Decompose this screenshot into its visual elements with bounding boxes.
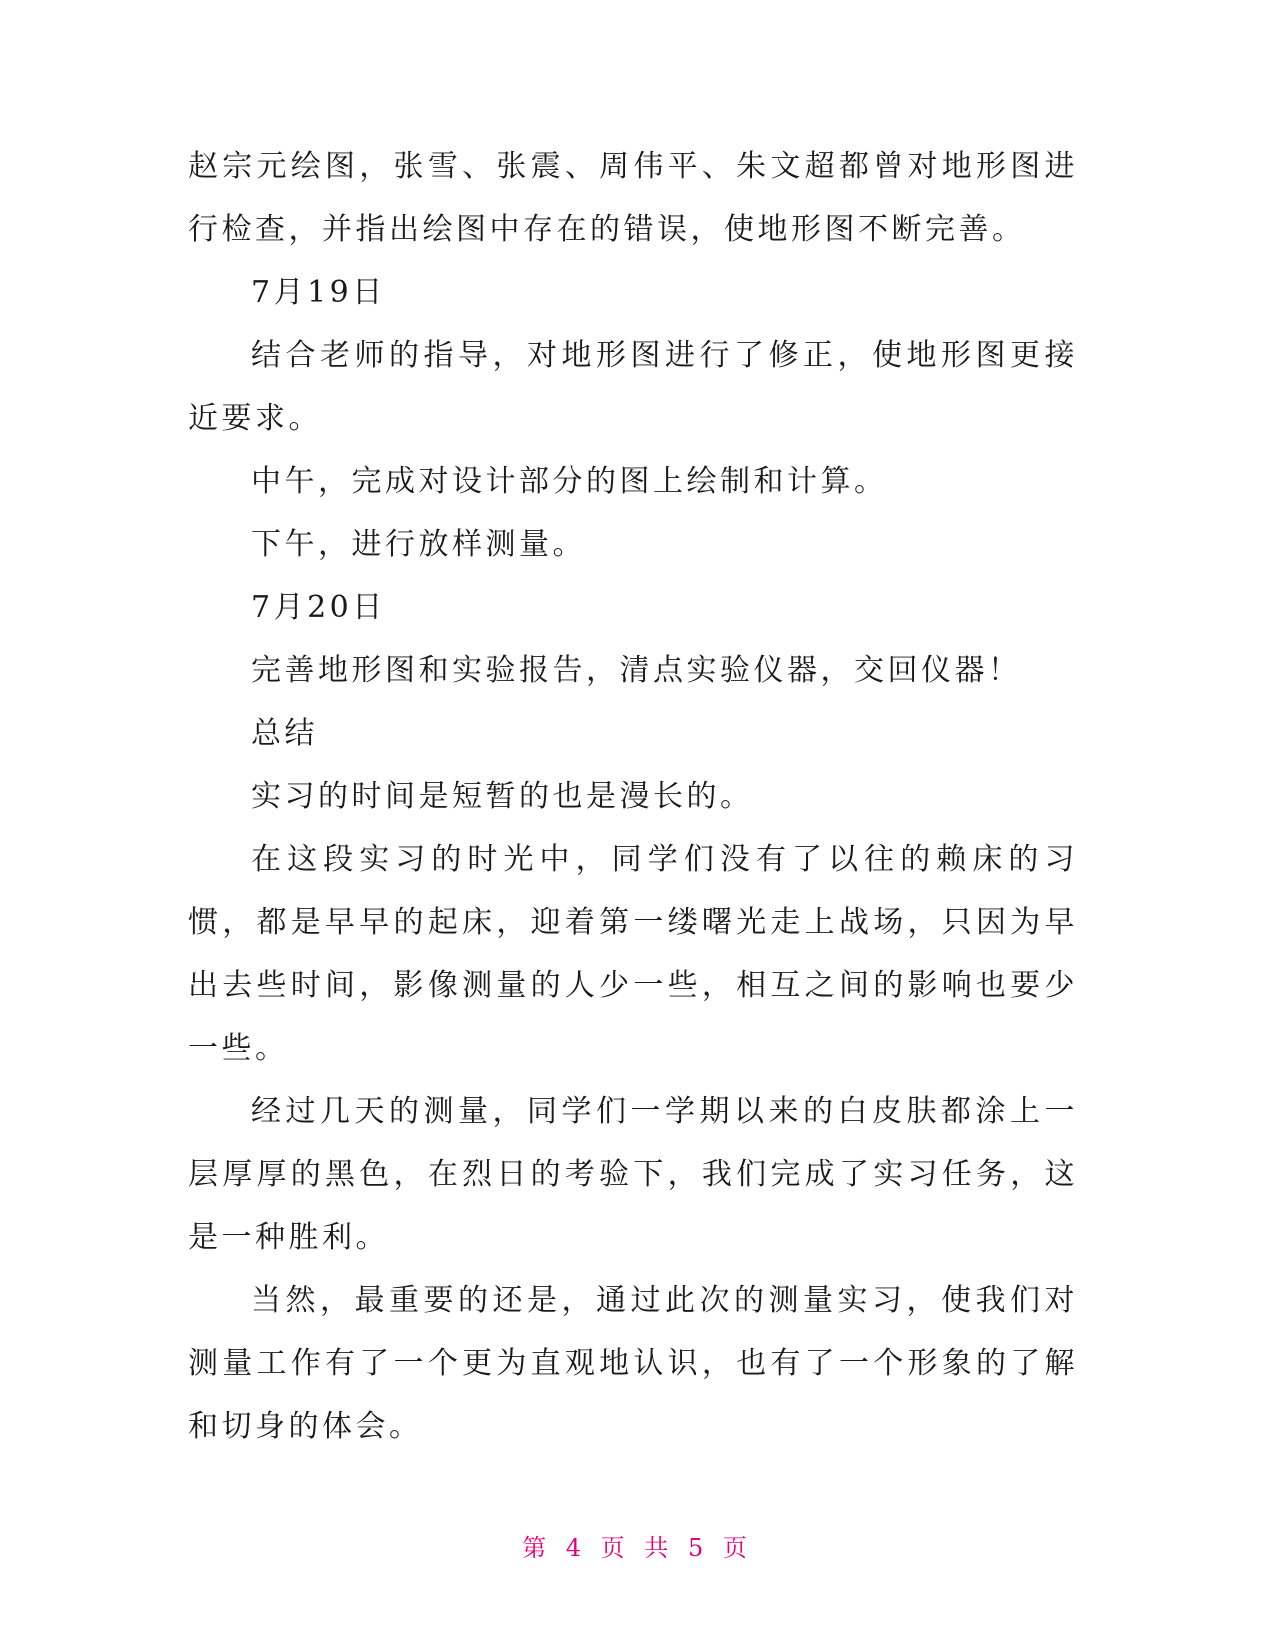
- footer-suffix: 页: [722, 1534, 753, 1562]
- paragraph-4: 中午，完成对设计部分的图上绘制和计算。: [251, 464, 888, 499]
- date-heading-0719: 7月19日: [251, 275, 386, 310]
- footer-middle: 页 共: [600, 1534, 675, 1562]
- document-body: [188, 135, 1078, 1458]
- paragraph-7: 完善地形图和实验报告，清点实验仪器，交回仪器！: [251, 653, 1022, 688]
- page-footer: [0, 1528, 1275, 1563]
- footer-prefix: 第: [522, 1534, 553, 1562]
- footer-total-pages: 5: [687, 1534, 710, 1562]
- footer-current-page: 4: [565, 1534, 588, 1562]
- paragraph-1: 赵宗元绘图，张雪、张震、周伟平、朱文超都曾对地形图进行检查，并指出绘图中存在的错误，使地形图不断完善。: [188, 149, 1078, 247]
- paragraph-11: 经过几天的测量，同学们一学期以来的白皮肤都涂上一层厚厚的黑色，在烈日的考验下，我们完成了实习任务，这是一种胜利。: [188, 1094, 1078, 1255]
- paragraph-5: 下午，进行放样测量。: [251, 527, 586, 562]
- date-heading-0720: 7月20日: [251, 590, 386, 625]
- paragraph-9: 实习的时间是短暂的也是漫长的。: [251, 779, 754, 814]
- section-heading-summary: 总结: [251, 716, 318, 751]
- paragraph-12: 当然，最重要的还是，通过此次的测量实习，使我们对测量工作有了一个更为直观地认识，也有了一个形象的了解和切身的体会。: [188, 1283, 1078, 1444]
- paragraph-3: 结合老师的指导，对地形图进行了修正，使地形图更接近要求。: [188, 338, 1078, 436]
- paragraph-10: 在这段实习的时光中，同学们没有了以往的赖床的习惯，都是早早的起床，迎着第一缕曙光走上战场，只因为早出去些时间，影像测量的人少一些，相互之间的影响也要少一些。: [188, 842, 1078, 1066]
